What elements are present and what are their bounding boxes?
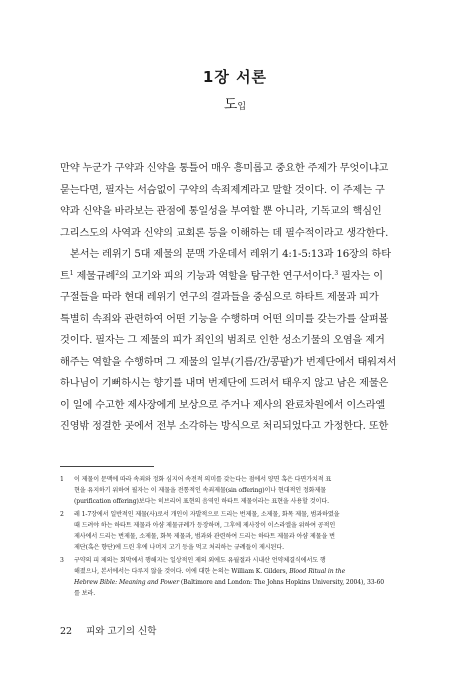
footnote-ref-1[interactable]: 1 xyxy=(69,269,74,277)
body-line: 것이다. 필자는 그 제물의 피가 죄인의 범죄로 인한 성소기물의 오염을 제거 xyxy=(60,335,385,346)
body-line: 약과 신약을 바라보는 관점에 통일성을 부여할 뿐 아니라, 기독교의 핵심인 xyxy=(60,206,382,217)
footnote-divider xyxy=(60,466,154,467)
footnote-line: 제사에서 드리는 번제물, 소제물, 화목 제물과, 범과와 관련하여 드리는 하타트 제물과 아샴 제물을 번 xyxy=(74,533,335,540)
footnote-line: 때 드려야 하는 하타트 제물과 아샴 제물규례가 등장하며, 그후에 제사장이 이스라엘을 위하여 공적인 xyxy=(74,522,336,529)
footnote-line xyxy=(74,577,420,588)
footnote-2 xyxy=(60,509,420,553)
body-line: 묻는다면, 필자는 서슴없이 구약의 속죄제계라고 말할 것이다. 이 주제는 구 xyxy=(60,184,385,196)
body-text-span: 제물규례 xyxy=(73,270,116,282)
footnote-number: 1 xyxy=(60,476,64,483)
page-number: 22 xyxy=(60,626,73,637)
body-text-span: 필자는 이 xyxy=(338,270,383,282)
body-line: 만약 누군가 구약과 신약을 통틀어 매우 흥미롭고 중요한 주제가 무엇이냐고 xyxy=(60,163,389,174)
citation-title: Blood Ritual in the xyxy=(289,568,346,575)
body-line: 구절들을 따라 현대 레위기 연구의 결과들을 중심으로 하타트 제물과 피가 xyxy=(60,292,379,303)
footnote-line: 구약의 피 제의는 회막에서 행해지는 일상적인 제의 외에도 유월절과 시내산 언약체결식에서도 행 xyxy=(74,557,326,564)
footnote-line: 를 보라. xyxy=(74,590,96,597)
footnote-number: 2 xyxy=(60,511,64,518)
footnote-3 xyxy=(60,555,420,599)
section-title xyxy=(0,94,470,114)
footnote-ref-2[interactable]: 2 xyxy=(115,269,119,277)
body-line: 본서는 레위기 5대 제물의 문맥 가운데서 레위기 4:1-5:13과 16장의 하타 xyxy=(70,249,391,260)
footnotes xyxy=(60,474,420,601)
body-line: 진영밖 정결한 곳에서 전부 소각하는 방식으로 처리되었다고 가정한다. 또한 xyxy=(60,421,389,432)
citation-title: Hebrew Bible: Meaning and Power xyxy=(74,579,180,586)
footnote-line: 현을 유지하기 위하여 필자는 이 제물을 전통적인 속죄제물(sin offering)이나 현대적인 정화제물 xyxy=(74,487,327,494)
footnote-line xyxy=(74,566,420,577)
body-line-with-footnote-refs xyxy=(60,266,416,288)
footnote-text-span: 해졌으나, 본서에서는 다루지 않을 것이다. 이에 대한 논의는 xyxy=(74,568,230,575)
footnote-1 xyxy=(60,474,420,507)
running-title: 피와 고기의 신학 xyxy=(86,626,157,637)
citation-author: William K. Gilders, xyxy=(229,568,290,575)
chapter-title: 1장 서론 xyxy=(202,68,268,86)
footnote-line: (purification offering)보다는 히브리어 표현의 음역인 하타트 제물이라는 표현을 사용할 것이다. xyxy=(74,498,329,505)
body-text-span: 의 고기와 피의 기능과 역할을 탐구한 연구서이다. xyxy=(118,270,335,282)
citation-publisher: (Baltimore and London: The Johns Hopkins University, 2004), 33-60 xyxy=(179,579,385,586)
footnote-number: 3 xyxy=(60,557,64,564)
page-footer xyxy=(60,623,156,637)
footnote-ref-3[interactable]: 3 xyxy=(334,269,339,277)
footnote-line: 제단(혹은 향단)에 드린 후에 나머지 고기 등을 먹고 처리하는 규례들이 제시된다. xyxy=(74,544,284,551)
body-text-span: 트 xyxy=(60,270,70,282)
body-line: 이 일에 수고한 제사장에게 보상으로 주거나 제사의 완료차원에서 이스라엘 xyxy=(60,399,386,411)
body-line: 하나님이 기뻐하시는 향기를 내며 번제단에 드려서 태우지 않고 남은 제물은 xyxy=(60,378,389,389)
body-line: 해주는 역할을 수행하며 그 제물의 일부(기름/간/콩팥)가 번제단에서 태워져서 xyxy=(60,356,397,368)
body-line: 특별히 속죄와 관련하여 어떤 기능을 수행하며 어떤 의미를 갖는가를 살펴볼 xyxy=(60,313,389,325)
body-text xyxy=(60,158,416,438)
footnote-line: 이 제물이 문맥에 따라 속죄와 정화 심지어 속전적 의미를 갖는다는 점에서 양면 혹은 다면가치적 표 xyxy=(74,476,332,483)
section-title-main: 도 xyxy=(223,97,238,113)
footnote-line: 레 1-7장에서 일반적인 제물(사)로서 개인이 자발적으로 드리는 번제물, 소제물, 화목 제물, 범과하였을 xyxy=(74,511,340,518)
section-title-small: 입 xyxy=(237,102,247,112)
body-line: 그리스도의 사역과 신약의 교회론 등을 이해하는 데 필수적이라고 생각한다. xyxy=(60,227,389,239)
